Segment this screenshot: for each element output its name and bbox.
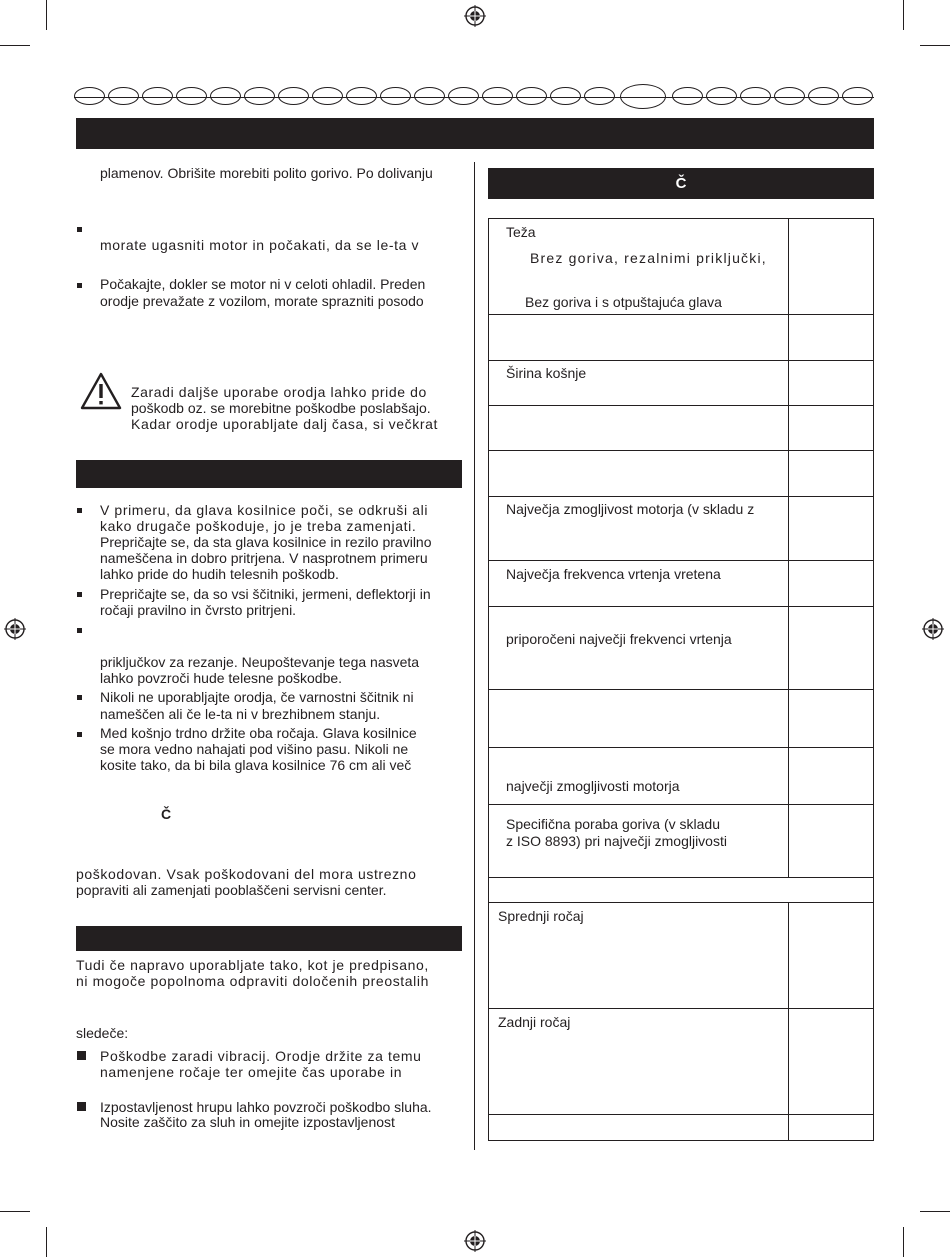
language-tab[interactable] bbox=[672, 87, 703, 105]
table-rule bbox=[489, 1008, 873, 1009]
bullet bbox=[77, 227, 82, 232]
list-item: V primeru, da glava kosilnice poči, se odkruši ali bbox=[100, 502, 429, 518]
paragraph: sledeče: bbox=[76, 1025, 129, 1041]
table-column-rule bbox=[788, 219, 789, 877]
table-rule bbox=[489, 902, 873, 903]
list-item: se mora vedno nahajati pod višino pasu. Nikoli ne bbox=[100, 741, 409, 757]
table-rule bbox=[489, 1114, 873, 1115]
bullet bbox=[77, 508, 82, 513]
crop-mark bbox=[920, 1211, 950, 1212]
table-rule bbox=[489, 314, 873, 315]
language-tab[interactable] bbox=[142, 87, 173, 105]
table-cell-label: z ISO 8893) pri največji zmogljivosti bbox=[506, 833, 727, 849]
list-item: Prepričajte se, da so vsi ščitniki, jermeni, deflektorji in bbox=[100, 586, 431, 602]
list-item: Izpostavljenost hrupu lahko povzroči poškodbo sluha. bbox=[100, 1099, 432, 1115]
table-cell-label: priporočeni največji frekvenci vrtenja bbox=[506, 631, 732, 647]
language-tab[interactable] bbox=[74, 87, 105, 105]
table-rule bbox=[489, 804, 873, 805]
bullet bbox=[77, 1051, 86, 1060]
table-column-rule bbox=[788, 902, 789, 1141]
language-tab[interactable] bbox=[516, 87, 547, 105]
table-cell-label: Največja zmogljivost motorja (v skladu z bbox=[506, 501, 755, 517]
warning-triangle-icon bbox=[80, 372, 122, 410]
list-item: Nosite zaščito za sluh in omejite izpostavljenost bbox=[100, 1114, 395, 1130]
list-item: lahko pride do hudih telesnih poškodb. bbox=[100, 566, 339, 582]
bullet bbox=[77, 592, 82, 597]
bullet bbox=[77, 628, 82, 633]
crop-mark bbox=[46, 1227, 47, 1257]
table-rule bbox=[489, 606, 873, 607]
language-tab[interactable] bbox=[706, 87, 737, 105]
table-rule bbox=[489, 747, 873, 748]
registration-mark-icon bbox=[464, 5, 486, 27]
crop-mark bbox=[920, 45, 950, 46]
table-rule bbox=[489, 560, 873, 561]
paragraph: Tudi če napravo uporabljate tako, kot je predpisano, bbox=[76, 957, 429, 973]
language-tab[interactable] bbox=[244, 87, 275, 105]
list-item: lahko povzroči hude telesne poškodbe. bbox=[100, 670, 343, 686]
language-tab[interactable] bbox=[414, 87, 445, 105]
table-cell-label: Širina košnje bbox=[506, 365, 587, 381]
language-tab[interactable] bbox=[210, 87, 241, 105]
language-tab[interactable] bbox=[550, 87, 581, 105]
section-heading-bar bbox=[76, 460, 462, 488]
language-tab[interactable] bbox=[346, 87, 377, 105]
section-heading-bar bbox=[76, 926, 462, 951]
language-tab[interactable] bbox=[108, 87, 139, 105]
list-item: kako drugače poškoduje, jo je treba zamenjati. bbox=[100, 518, 417, 534]
table-header: Č bbox=[488, 168, 874, 199]
crop-mark bbox=[46, 0, 47, 30]
language-tabs bbox=[74, 84, 874, 110]
list-item: nameščen ali če le-ta ni v brezhibnem stanju. bbox=[100, 706, 381, 722]
table-rule bbox=[489, 360, 873, 361]
list-item: priključkov za rezanje. Neupoštevanje tega nasveta bbox=[100, 654, 420, 670]
language-tab[interactable] bbox=[380, 87, 411, 105]
table-cell-label: Brez goriva, rezalnimi priključki, bbox=[530, 250, 767, 266]
table-cell-label: Bez goriva i s otpuštajuća glava bbox=[525, 294, 722, 310]
table-rule bbox=[489, 689, 873, 690]
table-cell-label: Največja frekvenca vrtenja vretena bbox=[506, 566, 721, 582]
language-tab[interactable] bbox=[842, 87, 873, 105]
language-tab[interactable] bbox=[482, 87, 513, 105]
paragraph: morate ugasniti motor in počakati, da se le-ta v bbox=[100, 237, 420, 253]
language-tab[interactable] bbox=[448, 87, 479, 105]
language-tab[interactable] bbox=[740, 87, 771, 105]
table-rule bbox=[489, 877, 873, 878]
table-cell-label: Specifična poraba goriva (v skladu bbox=[506, 816, 721, 832]
list-item: ročaji pravilno in čvrsto pritrjeni. bbox=[100, 602, 297, 618]
table-cell-label: Sprednji ročaj bbox=[498, 908, 584, 924]
language-tab[interactable] bbox=[584, 87, 615, 105]
crop-mark bbox=[903, 0, 904, 30]
table-rule bbox=[489, 496, 873, 497]
list-item: Prepričajte se, da sta glava kosilnice in rezilo pravilno bbox=[100, 534, 432, 550]
language-tab-active[interactable] bbox=[620, 84, 666, 109]
table-cell-label: največji zmogljivosti motorja bbox=[506, 778, 680, 794]
paragraph: Počakajte, dokler se motor ni v celoti ohladil. Preden bbox=[100, 276, 426, 292]
registration-mark-icon bbox=[922, 618, 944, 640]
bullet bbox=[77, 283, 82, 288]
crop-mark bbox=[0, 45, 30, 46]
bullet bbox=[77, 695, 82, 700]
crop-mark bbox=[0, 1211, 30, 1212]
list-item: Med košnjo trdno držite oba ročaja. Glava kosilnice bbox=[100, 725, 417, 741]
list-item: kosite tako, da bi bila glava kosilnice 76 cm ali več bbox=[100, 757, 412, 773]
warning-text: poškodb oz. se morebitne poškodbe poslabšajo. bbox=[131, 400, 431, 416]
language-tab[interactable] bbox=[808, 87, 839, 105]
bullet bbox=[77, 1102, 86, 1111]
column-divider bbox=[474, 162, 475, 1150]
bullet bbox=[77, 732, 82, 737]
table-rule bbox=[489, 405, 873, 406]
spec-table bbox=[488, 218, 874, 1141]
paragraph: poškodovan. Vsak poškodovani del mora ustrezno bbox=[76, 866, 417, 882]
language-tab[interactable] bbox=[774, 87, 805, 105]
paragraph: popraviti ali zamenjati pooblaščeni servisni center. bbox=[76, 882, 387, 898]
table-cell-label: Teža bbox=[506, 224, 536, 240]
list-item: namenjene ročaje ter omejite čas uporabe in bbox=[100, 1064, 403, 1080]
registration-mark-icon bbox=[4, 618, 26, 640]
stray-letter: Č bbox=[161, 806, 172, 822]
paragraph: plamenov. Obrišite morebiti polito gorivo. Po dolivanju bbox=[100, 165, 433, 181]
page-title-bar bbox=[76, 118, 874, 149]
warning-text: Zaradi daljše uporabe orodja lahko pride do bbox=[131, 384, 427, 400]
crop-mark bbox=[903, 1227, 904, 1257]
list-item: nameščena in dobro pritrjena. V nasprotnem primeru bbox=[100, 550, 428, 566]
warning-text: Kadar orodje uporabljate dalj časa, si večkrat bbox=[131, 416, 438, 432]
table-rule bbox=[489, 450, 873, 451]
registration-mark-icon bbox=[464, 1230, 486, 1252]
language-tab[interactable] bbox=[312, 87, 343, 105]
language-tab[interactable] bbox=[176, 87, 207, 105]
table-cell-label: Zadnji ročaj bbox=[498, 1014, 571, 1030]
list-item: Nikoli ne uporabljajte orodja, če varnostni ščitnik ni bbox=[100, 689, 414, 705]
list-item: Poškodbe zaradi vibracij. Orodje držite za temu bbox=[100, 1048, 422, 1064]
paragraph: ni mogoče popolnoma odpraviti določenih preostalih bbox=[76, 973, 429, 989]
language-tab[interactable] bbox=[278, 87, 309, 105]
paragraph: orodje prevažate z vozilom, morate sprazniti posodo bbox=[100, 293, 424, 309]
